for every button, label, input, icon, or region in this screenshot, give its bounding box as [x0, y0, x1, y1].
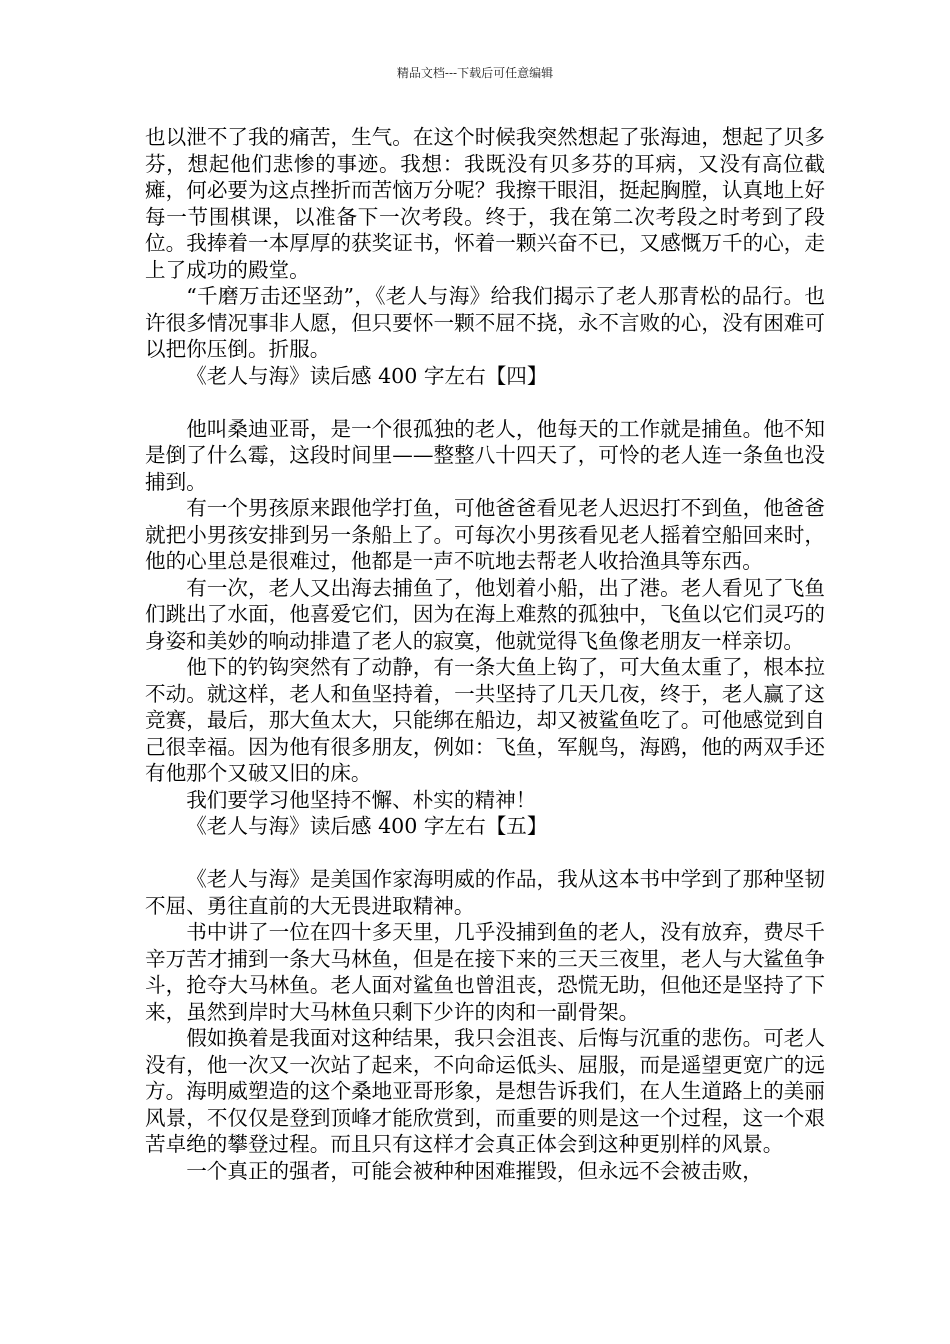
paragraph: 他叫桑迪亚哥，是一个很孤独的老人，他每天的工作就是捕鱼。他不知是倒了什么霉，这段时间里——整整八十四天了，可怜的老人连一条鱼也没捕到。	[145, 416, 825, 494]
paragraph: 有一个男孩原来跟他学打鱼，可他爸爸看见老人迟迟打不到鱼，他爸爸就把小男孩安排到另一条船上了。可每次小男孩看见老人摇着空船回来时，他的心里总是很难过，他都是一声不吭地去帮老人收拾渔具等东西。	[145, 496, 825, 573]
section-heading-five: 《老人与海》读后感 400 字左右【五】	[186, 814, 548, 838]
paragraph: 《老人与海》是美国作家海明威的作品，我从这本书中学到了那种坚韧不屈、勇往直前的大无畏进取精神。	[145, 867, 825, 918]
paragraph-continued: 也以泄不了我的痛苦，生气。在这个时候我突然想起了张海迪，想起了贝多芬，想起他们悲惨的事迹。我想：我既没有贝多芬的耳病，又没有高位截瘫，何必要为这点挫折而苦恼万分呢？我擦干眼泪，挺起胸膛，认真地上好每一节围棋课，以准备下一次考段。终于，我在第二次考段之时考到了段位。我捧着一本厚厚的获奖证书，怀着一颗兴奋不已，又感慨万千的心，走上了成功的殿堂。	[145, 125, 825, 282]
paragraph: “千磨万击还坚劲”，《老人与海》给我们揭示了老人那青松的品行。也许很多情况事非人愿，但只要怀一颗不屈不挠，永不言败的心，没有困难可以把你压倒。折服。	[145, 284, 825, 361]
page-header: 精品文档---下载后可任意编辑	[396, 66, 554, 80]
section-heading-four: 《老人与海》读后感 400 字左右【四】	[186, 363, 548, 388]
paragraph: 有一次，老人又出海去捕鱼了，他划着小船，出了港。老人看见了飞鱼们跳出了水面，他喜爱它们，因为在海上难熬的孤独中，飞鱼以它们灵巧的身姿和美妙的响动排遣了老人的寂寞，他就觉得飞鱼像老朋友一样亲切。	[145, 575, 825, 653]
blank-line	[145, 389, 825, 416]
blank-line	[145, 840, 825, 867]
paragraph: 假如换着是我面对这种结果，我只会沮丧、后悔与沉重的悲伤。可老人没有，他一次又一次站了起来，不向命运低头、屈服，而是遥望更宽广的远方。海明威塑造的这个桑地亚哥形象，是想告诉我们，在人生道路上的美丽风景，不仅仅是登到顶峰才能欣赏到，而重要的则是这一个过程，这一个艰苦卓绝的攀登过程。而且只有这样才会真正体会到这种更别样的风景。	[145, 1026, 825, 1156]
paragraph: 他下的钓钩突然有了动静，有一条大鱼上钩了，可大鱼太重了，根本拉不动。就这样，老人和鱼坚持着，一共坚持了几天几夜，终于，老人赢了这竞赛，最后，那大鱼太大，只能绑在船边，却又被鲨鱼吃了。可他感觉到自己很幸福。因为他有很多朋友，例如：飞鱼，军舰鸟，海鸥，他的两双手还有他那个又破又旧的床。	[145, 655, 825, 785]
paragraph: 一个真正的强者，可能会被种种困难摧毁，但永远不会被击败，	[186, 1158, 763, 1183]
paragraph: 我们要学习他坚持不懈、朴实的精神！	[186, 787, 537, 812]
paragraph: 书中讲了一位在四十多天里，几乎没捕到鱼的老人，没有放弃，费尽千辛万苦才捕到一条大马林鱼，但是在接下来的三天三夜里，老人与大鲨鱼争斗，抢夺大马林鱼。老人面对鲨鱼也曾沮丧，恐慌无助，但他还是坚持了下来，虽然到岸时大马林鱼只剩下少许的肉和一副骨架。	[145, 920, 825, 1024]
document-body	[145, 124, 825, 1184]
